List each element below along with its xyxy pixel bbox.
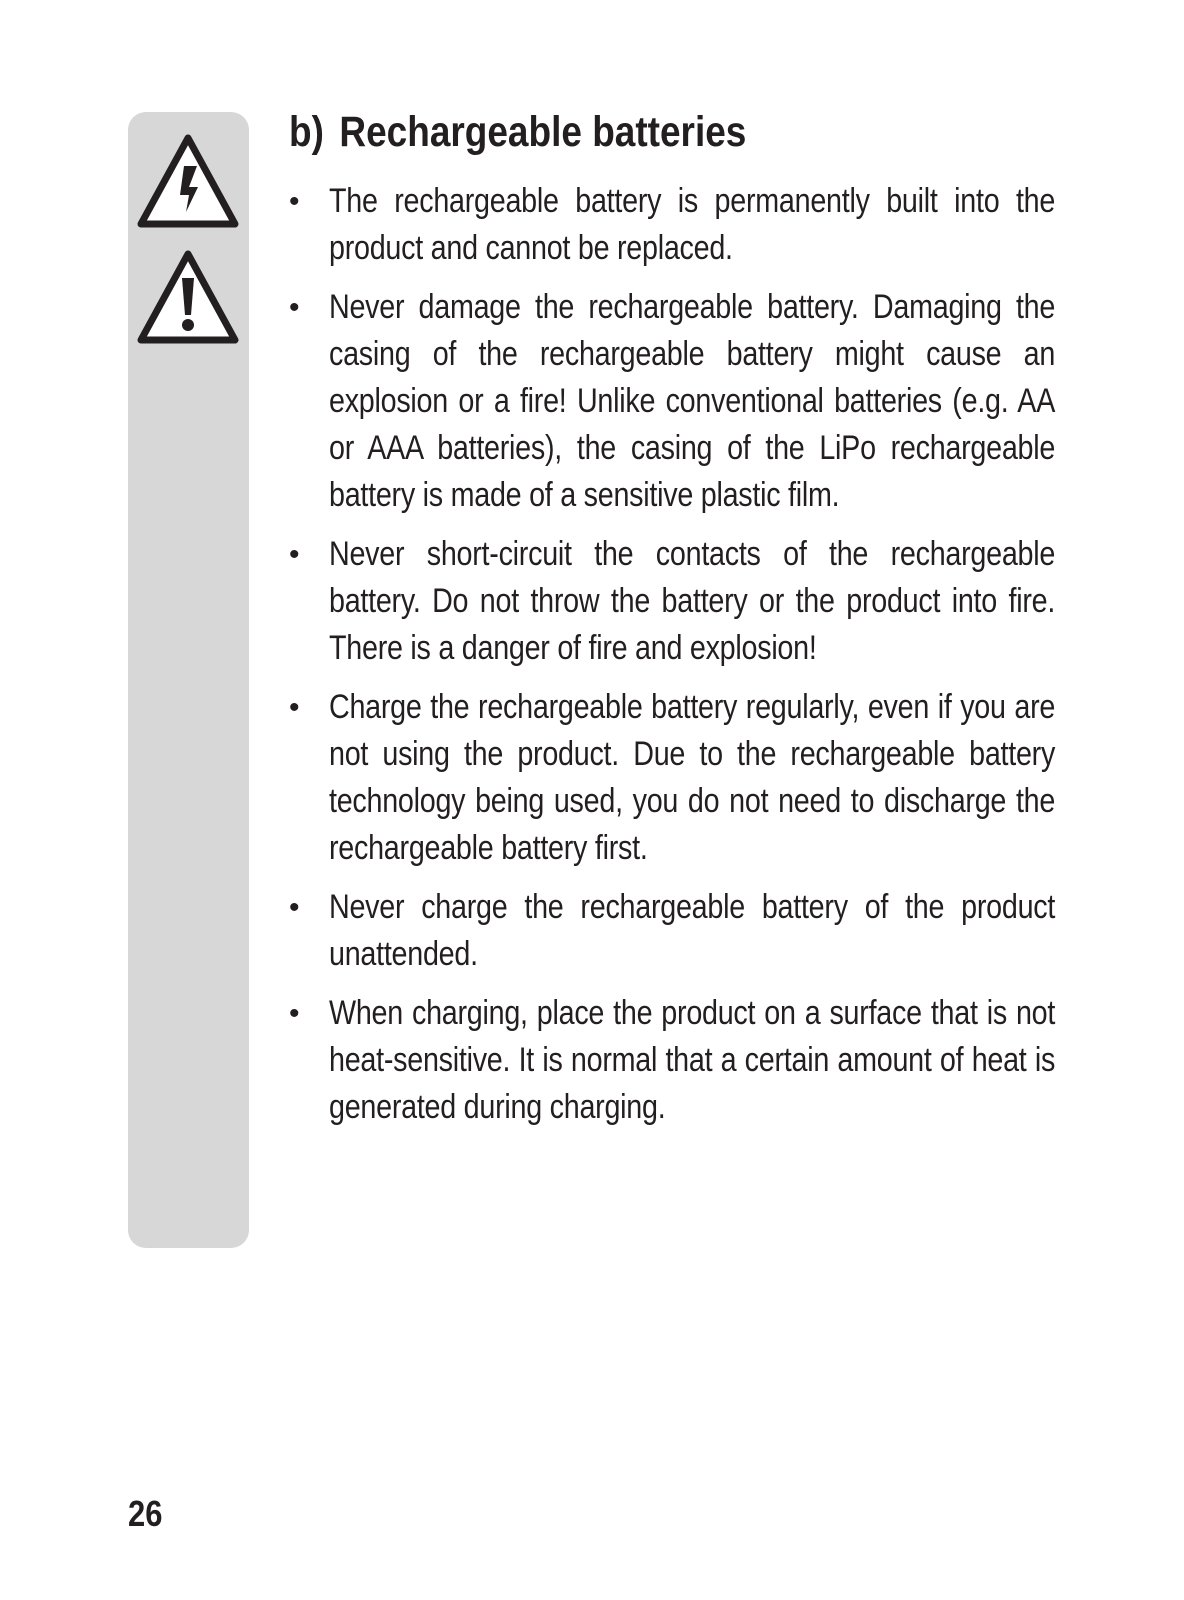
- bullet-text: Charge the rechargeable battery regularly, even if you are not using the product. Due to the rechargeable battery technology being used, you do not need to discharge the rechargeable battery first.: [329, 688, 1056, 867]
- safety-bullet-list: [289, 178, 1055, 1131]
- electric-shock-warning-icon: [135, 132, 241, 231]
- bullet-symbol: •: [289, 691, 300, 724]
- list-item: [289, 284, 1055, 519]
- bullet-symbol: •: [289, 891, 300, 924]
- bullet-text: Never short-circuit the contacts of the rechargeable battery. Do not throw the battery or the product into fire. There is a danger of fire and explosion!: [329, 535, 1056, 667]
- bullet-symbol: •: [289, 185, 300, 218]
- bullet-symbol: •: [289, 538, 300, 571]
- section-title: [289, 104, 746, 160]
- list-item: [289, 178, 1055, 272]
- bullet-text: Never charge the rechargeable battery of the product unattended.: [329, 888, 1056, 973]
- exclamation-warning-icon: [135, 248, 241, 347]
- list-item: [289, 684, 1055, 872]
- list-item: [289, 884, 1055, 978]
- bullet-symbol: •: [289, 997, 300, 1030]
- section-title-text: Rechargeable batteries: [339, 108, 747, 156]
- bullet-symbol: •: [289, 291, 300, 324]
- list-item: [289, 531, 1055, 672]
- bullet-list-container: [289, 178, 1055, 1143]
- list-item: [289, 990, 1055, 1131]
- page-number: 26: [128, 1493, 163, 1534]
- bullet-text: Never damage the rechargeable battery. Damaging the casing of the rechargeable battery might cause an explosion or a fire! Unlike conventional batteries (e.g. AA or AAA batteries), the casing of the LiPo rechargeable battery is made of a sensitive plastic film.: [329, 288, 1056, 514]
- bullet-text: When charging, place the product on a surface that is not heat-sensitive. It is normal that a certain amount of heat is generated during charging.: [329, 994, 1056, 1126]
- bullet-text: The rechargeable battery is permanently built into the product and cannot be replaced.: [329, 182, 1056, 267]
- section-prefix: b): [289, 108, 324, 156]
